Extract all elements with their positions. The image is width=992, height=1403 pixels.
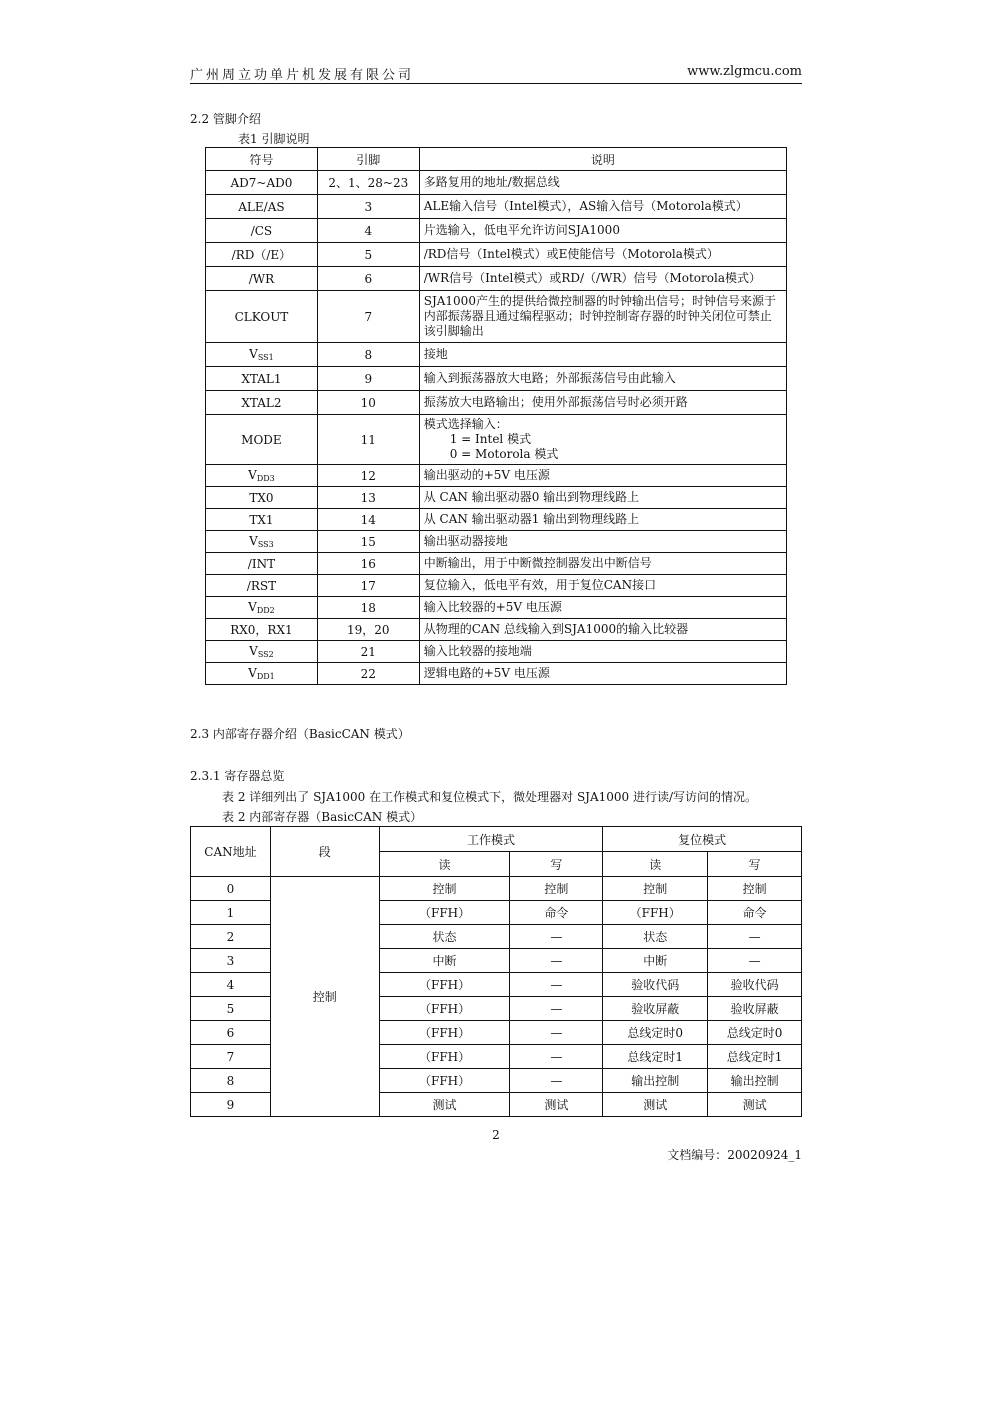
pin-row	[206, 415, 787, 465]
table2-intro: 表 2 详细列出了 SJA1000 在工作模式和复位模式下，微处理器对 SJA1000 进行读/写访问的情况。	[222, 790, 758, 804]
pin-description: /RD信号（Intel模式）或E使能信号（Motorola模式）	[419, 243, 786, 267]
pin-description: ALE输入信号（Intel模式），AS输入信号（Motorola模式）	[419, 195, 786, 219]
reset-mode-write: 输出控制	[708, 1069, 802, 1093]
pin-row	[206, 531, 787, 553]
pin-description: 接地	[419, 343, 786, 367]
pin-number: 5	[317, 243, 419, 267]
reset-mode-write: 测试	[708, 1093, 802, 1117]
pin-description: 多路复用的地址/数据总线	[419, 171, 786, 195]
work-mode-read: （FFH）	[379, 1021, 510, 1045]
register-address: 9	[191, 1093, 271, 1117]
header-rule	[190, 83, 802, 84]
col-header-symbol: 符号	[206, 148, 318, 171]
work-mode-write: —	[510, 925, 603, 949]
reset-mode-write: 总线定时0	[708, 1021, 802, 1045]
register-address: 6	[191, 1021, 271, 1045]
reset-mode-read: 验收代码	[603, 973, 708, 997]
pin-row	[206, 487, 787, 509]
pin-number: 18	[317, 597, 419, 619]
work-mode-write: 命令	[510, 901, 603, 925]
col-header-work-mode: 工作模式	[379, 827, 603, 852]
pin-number: 8	[317, 343, 419, 367]
subsection-title-overview: 2.3.1 寄存器总览	[190, 769, 285, 783]
pin-row	[206, 641, 787, 663]
pin-symbol: AD7~AD0	[206, 171, 318, 195]
pin-description: 模式选择输入： 1 = Intel 模式 0 = Motorola 模式	[419, 415, 786, 465]
section-title-pins: 2.2 管脚介绍	[190, 112, 261, 126]
pin-number: 14	[317, 509, 419, 531]
pin-description: 振荡放大电路输出；使用外部振荡信号时必须开路	[419, 391, 786, 415]
pin-row	[206, 243, 787, 267]
pin-number: 15	[317, 531, 419, 553]
pin-symbol: XTAL2	[206, 391, 318, 415]
pin-row	[206, 343, 787, 367]
col-header-description: 说明	[419, 148, 786, 171]
pin-row	[206, 553, 787, 575]
register-address: 5	[191, 997, 271, 1021]
pin-number: 4	[317, 219, 419, 243]
work-mode-write: —	[510, 1069, 603, 1093]
pin-row	[206, 575, 787, 597]
pin-number: 10	[317, 391, 419, 415]
pin-symbol: /WR	[206, 267, 318, 291]
pin-number: 12	[317, 465, 419, 487]
reset-mode-write: 验收屏蔽	[708, 997, 802, 1021]
pin-number: 11	[317, 415, 419, 465]
reset-mode-read: 总线定时0	[603, 1021, 708, 1045]
pin-row	[206, 619, 787, 641]
reset-mode-read: 输出控制	[603, 1069, 708, 1093]
work-mode-write: —	[510, 949, 603, 973]
col-header-reset-mode: 复位模式	[603, 827, 802, 852]
pin-number: 13	[317, 487, 419, 509]
pin-table	[205, 147, 787, 685]
pin-number: 6	[317, 267, 419, 291]
work-mode-read: （FFH）	[379, 997, 510, 1021]
pin-symbol: /RD（/E）	[206, 243, 318, 267]
pin-row	[206, 597, 787, 619]
pin-row	[206, 219, 787, 243]
work-mode-write: —	[510, 1045, 603, 1069]
work-mode-read: 中断	[379, 949, 510, 973]
work-mode-read: 控制	[379, 877, 510, 901]
work-mode-read: （FFH）	[379, 1045, 510, 1069]
register-address: 2	[191, 925, 271, 949]
register-table	[190, 826, 802, 1117]
work-mode-write: —	[510, 997, 603, 1021]
pin-symbol: XTAL1	[206, 367, 318, 391]
pin-description: 从物理的CAN 总线输入到SJA1000的输入比较器	[419, 619, 786, 641]
col-header-work-write: 写	[510, 852, 603, 877]
register-address: 7	[191, 1045, 271, 1069]
document-number: 文档编号：20020924_1	[667, 1148, 802, 1162]
pin-description: 中断输出，用于中断微控制器发出中断信号	[419, 553, 786, 575]
pin-description: /WR信号（Intel模式）或RD/（/WR）信号（Motorola模式）	[419, 267, 786, 291]
pin-description: 输入比较器的接地端	[419, 641, 786, 663]
reset-mode-read: 状态	[603, 925, 708, 949]
pin-description: SJA1000产生的提供给微控制器的时钟输出信号；时钟信号来源于内部振荡器且通过编程驱动；时钟控制寄存器的时钟关闭位可禁止该引脚输出	[419, 291, 786, 343]
page-number: 2	[492, 1128, 500, 1142]
pin-row	[206, 465, 787, 487]
col-header-can-address: CAN地址	[191, 827, 271, 877]
pin-symbol: $V_{DD2}$	[206, 597, 318, 619]
pin-symbol: /RST	[206, 575, 318, 597]
register-address: 3	[191, 949, 271, 973]
pin-row	[206, 195, 787, 219]
table1-caption: 表1 引脚说明	[238, 132, 310, 146]
col-header-work-read: 读	[379, 852, 510, 877]
register-address: 4	[191, 973, 271, 997]
register-segment: 控制	[270, 877, 379, 1117]
pin-row	[206, 267, 787, 291]
reset-mode-read: （FFH）	[603, 901, 708, 925]
reset-mode-write: 总线定时1	[708, 1045, 802, 1069]
pin-symbol: ALE/AS	[206, 195, 318, 219]
pin-number: 21	[317, 641, 419, 663]
work-mode-read: （FFH）	[379, 1069, 510, 1093]
work-mode-write: —	[510, 973, 603, 997]
table2-caption: 表 2 内部寄存器（BasicCAN 模式）	[222, 810, 423, 824]
pin-number: 2、1、28~23	[317, 171, 419, 195]
pin-number: 7	[317, 291, 419, 343]
pin-description: 片选输入，低电平允许访问SJA1000	[419, 219, 786, 243]
pin-row	[206, 367, 787, 391]
section-title-registers: 2.3 内部寄存器介绍（BasicCAN 模式）	[190, 727, 410, 741]
pin-description: 从 CAN 输出驱动器1 输出到物理线路上	[419, 509, 786, 531]
pin-row	[206, 663, 787, 685]
pin-symbol: TX1	[206, 509, 318, 531]
reset-mode-read: 中断	[603, 949, 708, 973]
pin-description: 逻辑电路的+5V 电压源	[419, 663, 786, 685]
work-mode-write: —	[510, 1021, 603, 1045]
pin-symbol: $V_{DD1}$	[206, 663, 318, 685]
pin-description: 输入比较器的+5V 电压源	[419, 597, 786, 619]
pin-symbol: $V_{SS3}$	[206, 531, 318, 553]
reset-mode-read: 控制	[603, 877, 708, 901]
reset-mode-write: —	[708, 949, 802, 973]
pin-description: 输入到振荡器放大电路；外部振荡信号由此输入	[419, 367, 786, 391]
reset-mode-read: 测试	[603, 1093, 708, 1117]
pin-number: 3	[317, 195, 419, 219]
pin-number: 16	[317, 553, 419, 575]
pin-row	[206, 171, 787, 195]
pin-description: 复位输入，低电平有效，用于复位CAN接口	[419, 575, 786, 597]
register-row	[191, 877, 802, 901]
reset-mode-write: 验收代码	[708, 973, 802, 997]
pin-row	[206, 391, 787, 415]
pin-symbol: /INT	[206, 553, 318, 575]
col-header-reset-write: 写	[708, 852, 802, 877]
col-header-segment: 段	[270, 827, 379, 877]
pin-description: 输出驱动的+5V 电压源	[419, 465, 786, 487]
company-name: 广州周立功单片机发展有限公司	[190, 68, 415, 83]
pin-row	[206, 291, 787, 343]
reset-mode-write: —	[708, 925, 802, 949]
work-mode-write: 控制	[510, 877, 603, 901]
col-header-reset-read: 读	[603, 852, 708, 877]
pin-number: 19，20	[317, 619, 419, 641]
pin-symbol: TX0	[206, 487, 318, 509]
work-mode-read: （FFH）	[379, 901, 510, 925]
register-address: 8	[191, 1069, 271, 1093]
pin-description: 输出驱动器接地	[419, 531, 786, 553]
pin-symbol: RX0，RX1	[206, 619, 318, 641]
pin-symbol: $V_{SS2}$	[206, 641, 318, 663]
reset-mode-write: 命令	[708, 901, 802, 925]
pin-symbol: /CS	[206, 219, 318, 243]
register-address: 1	[191, 901, 271, 925]
pin-symbol: CLKOUT	[206, 291, 318, 343]
reset-mode-read: 总线定时1	[603, 1045, 708, 1069]
website: www.zlgmcu.com	[687, 64, 802, 79]
work-mode-write: 测试	[510, 1093, 603, 1117]
pin-number: 9	[317, 367, 419, 391]
col-header-pin: 引脚	[317, 148, 419, 171]
reset-mode-read: 验收屏蔽	[603, 997, 708, 1021]
pin-number: 17	[317, 575, 419, 597]
work-mode-read: 状态	[379, 925, 510, 949]
reset-mode-write: 控制	[708, 877, 802, 901]
pin-number: 22	[317, 663, 419, 685]
pin-symbol: MODE	[206, 415, 318, 465]
work-mode-read: （FFH）	[379, 973, 510, 997]
register-address: 0	[191, 877, 271, 901]
pin-row	[206, 509, 787, 531]
work-mode-read: 测试	[379, 1093, 510, 1117]
pin-symbol: $V_{SS1}$	[206, 343, 318, 367]
pin-symbol: $V_{DD3}$	[206, 465, 318, 487]
pin-description: 从 CAN 输出驱动器0 输出到物理线路上	[419, 487, 786, 509]
